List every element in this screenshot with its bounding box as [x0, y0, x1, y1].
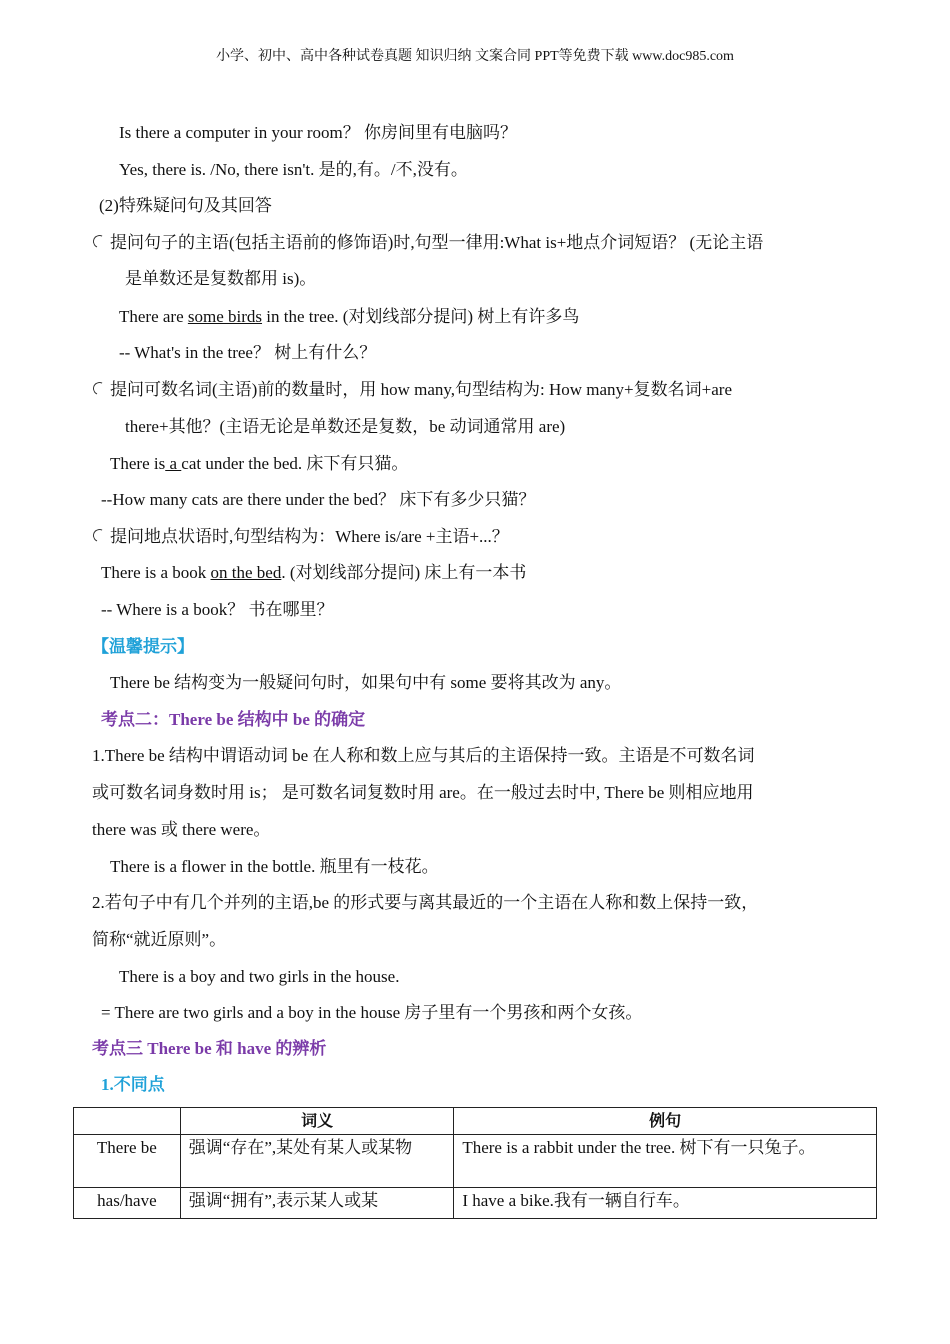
section-heading: (2)特殊疑问句及其回答	[99, 196, 272, 215]
table-header-cell: 词义	[180, 1108, 454, 1135]
paragraph-line: 简称“就近原则”。	[92, 930, 227, 949]
table-header-cell: 例句	[454, 1108, 877, 1135]
subsection-title: 1.不同点	[101, 1075, 165, 1094]
table-row	[74, 1188, 877, 1219]
example-sentence: There is a flower in the bottle. 瓶里有一枝花。	[110, 857, 439, 876]
key-point-2-title: 考点二：There be 结构中 be 的确定	[101, 710, 366, 729]
rule-1-line-2: 是单数还是复数都用 is)。	[125, 269, 317, 288]
example-sentence: = There are two girls and a boy in the house 房子里有一个男孩和两个女孩。	[101, 1003, 643, 1022]
bullet-icon	[91, 380, 108, 397]
tip-text: There be 结构变为一般疑问句时，如果句中有 some 要将其改为 any。	[110, 673, 622, 692]
table-header-row	[74, 1108, 877, 1135]
underlined-phrase: a	[165, 454, 182, 473]
rule-3-line-1: 提问地点状语时,句型结构为：Where is/are +主语+...？	[110, 527, 509, 546]
example-sentence: There are some birds in the tree. (对划线部分提问) 树上有许多鸟	[119, 307, 580, 326]
paragraph-line: there was 或 there were。	[92, 820, 271, 839]
table-row	[74, 1135, 877, 1188]
example-sentence: There is a book on the bed. (对划线部分提问) 床上有一本书	[101, 563, 527, 582]
example-question: Is there a computer in your room？ 你房间里有电脑吗？	[119, 123, 518, 142]
tip-title: 【温馨提示】	[92, 637, 194, 657]
rule-2-line-1: 提问可数名词(主语)前的数量时，用 how many,句型结构为: How many+复数名词+are	[110, 380, 732, 399]
bullet-icon	[91, 527, 108, 544]
table-cell: There is a rabbit under the tree. 树下有一只兔子。	[454, 1135, 877, 1188]
page-header: 小学、初中、高中各种试卷真题 知识归纳 文案合同 PPT等免费下载 www.doc985.com	[216, 49, 734, 64]
key-point-3-title: 考点三 There be 和 have 的辨析	[92, 1039, 327, 1058]
example-sentence: There is a boy and two girls in the house.	[119, 967, 400, 986]
table-cell: I have a bike.我有一辆自行车。	[454, 1188, 877, 1219]
example-sentence: There is a cat under the bed. 床下有只猫。	[110, 454, 409, 473]
paragraph-line: 或可数名词身数时用 is； 是可数名词复数时用 are。在一般过去时中, There be 则相应地用	[92, 783, 754, 802]
bullet-icon	[91, 233, 108, 250]
table-header-cell	[74, 1108, 181, 1135]
example-answer: --How many cats are there under the bed？ 床下有多少只猫？	[101, 490, 536, 509]
rule-1-line-1: 提问句子的主语(包括主语前的修饰语)时,句型一律用:What is+地点介词短语？ (无论主语	[110, 233, 764, 252]
paragraph-line: 2.若句子中有几个并列的主语,be 的形式要与离其最近的一个主语在人称和数上保持一致，	[92, 893, 759, 912]
table-cell: 强调“存在”,某处有某人或某物	[180, 1135, 454, 1188]
comparison-table	[73, 1107, 877, 1219]
paragraph-line: 1.There be 结构中谓语动词 be 在人称和数上应与其后的主语保持一致。主语是不可数名词	[92, 746, 755, 765]
table-cell: There be	[74, 1135, 181, 1188]
example-answer: Yes, there is. /No, there isn't. 是的,有。/不,没有。	[119, 160, 468, 179]
example-answer: -- Where is a book？ 书在哪里？	[101, 600, 334, 619]
table-cell: has/have	[74, 1188, 181, 1219]
underlined-phrase: some birds	[187, 307, 263, 326]
table-cell: 强调“拥有”,表示某人或某	[180, 1188, 454, 1219]
example-answer: -- What's in the tree？ 树上有什么？	[119, 343, 377, 362]
underlined-phrase: on the bed	[210, 563, 282, 582]
rule-2-line-2: there+其他？(主语无论是单数还是复数，be 动词通常用 are)	[125, 417, 566, 436]
